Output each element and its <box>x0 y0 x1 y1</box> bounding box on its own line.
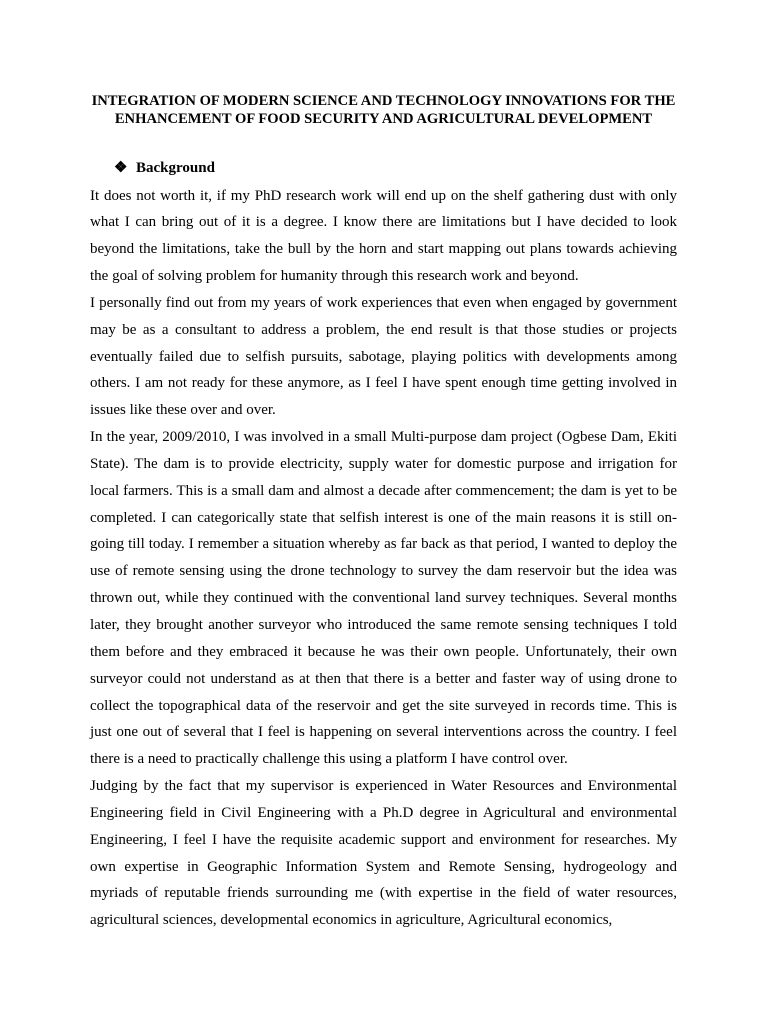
document-title: INTEGRATION OF MODERN SCIENCE AND TECHNOLOGY INNOVATIONS FOR THE ENHANCEMENT OF FOOD SECURITY AND AGRICULTURAL DEVELOPMENT <box>91 93 676 127</box>
paragraph: It does not worth it, if my PhD research work will end up on the shelf gathering dust with only what I can bring out of it is a degree. I know there are limitations but I have decided to look beyond the limitations, take the bull by the horn and start mapping out plans towards achieving the goal of solving problem for humanity through this research work and beyond. <box>90 187 677 285</box>
paragraph: In the year, 2009/2010, I was involved in a small Multi-purpose dam project (Ogbese Dam, Ekiti State). The dam is to provide electricity, supply water for domestic purpose and irrigation for local farmers. This is a small dam and almost a decade after commencement; the dam is yet to be completed. I can categorically state that selfish interest is one of the main reasons it is still on-going till today. I remember a situation whereby as far back as that period, I wanted to deploy the use of remote sensing using the drone technology to survey the dam reservoir but the idea was thrown out, while they continued with the conventional land survey techniques. Several months later, they brought another surveyor who introduced the same remote sensing techniques I told them before and they embraced it because he was their own people. Unfortunately, their own surveyor could not understand as at then that there is a better and faster way of using drone to collect the topographical data of the reservoir and get the site surveyed in records time. This is just one out of several that I feel is happening on several interventions across the country. I feel there is a need to practically challenge this using a platform I have control over. <box>90 429 677 768</box>
paragraph: Judging by the fact that my supervisor is experienced in Water Resources and Environmental Engineering field in Civil Engineering with a Ph.D degree in Agricultural and environmental Engineering, I feel I have the requisite academic support and environment for researches. My own expertise in Geographic Information System and Remote Sensing, hydrogeology and myriads of reputable friends surrounding me (with expertise in the field of water resources, agricultural sciences, developmental economics in agriculture, Agricultural economics, <box>90 778 677 929</box>
paragraph: I personally find out from my years of work experiences that even when engaged by government may be as a consultant to address a problem, the end result is that those studies or projects eventually failed due to selfish pursuits, sabotage, playing politics with developments among others. I am not ready for these anymore, as I feel I have spent enough time getting involved in issues like these over and over. <box>90 294 677 419</box>
section-heading-label: Background <box>136 160 215 176</box>
body-text <box>90 183 677 935</box>
section-heading <box>114 158 215 178</box>
diamond-bullet-icon: ❖ <box>114 160 128 176</box>
